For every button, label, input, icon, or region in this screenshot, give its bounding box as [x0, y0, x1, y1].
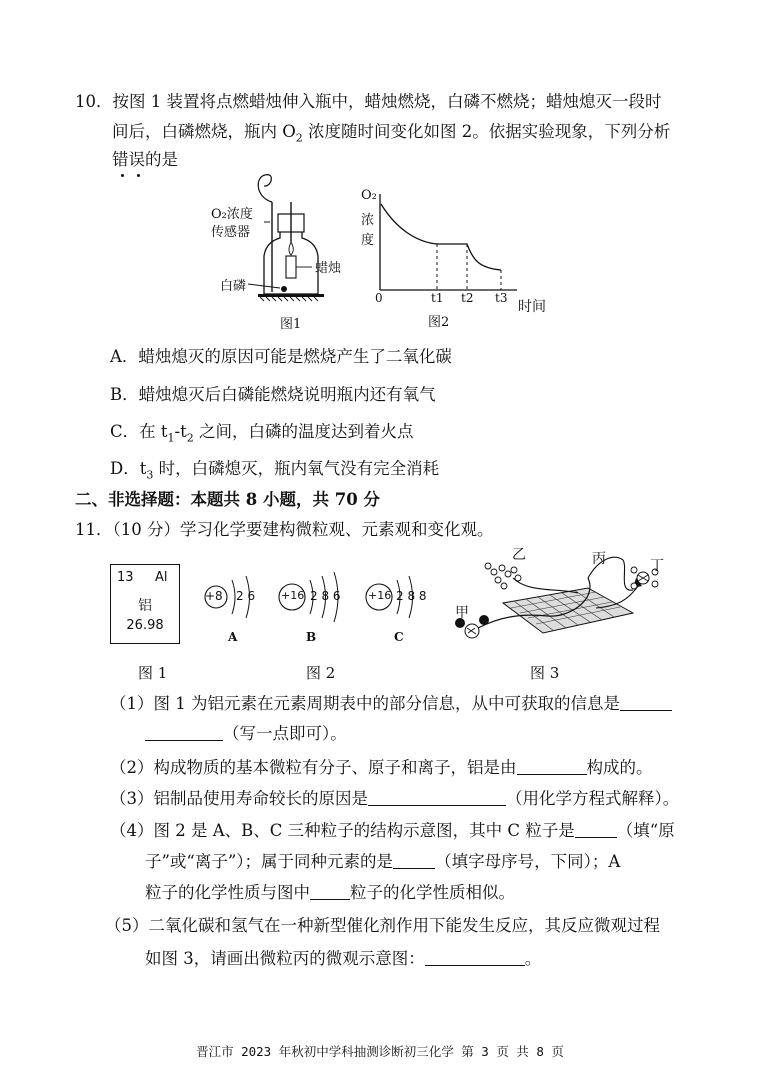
element-symbol: Al [155, 570, 168, 585]
q11-part4-line1 [110, 821, 675, 841]
option-letter: D． [110, 459, 140, 478]
q11-part4-text: （4）图 2 是 A、B、C 三种粒子的结构示意图，其中 C 粒子是 [110, 821, 575, 840]
q11-part4-line3 [145, 883, 515, 903]
q10-line1 [75, 92, 662, 112]
particle-a-label: A [228, 630, 238, 644]
tick-t2: t2 [461, 291, 474, 305]
answer-blank-2[interactable] [517, 758, 587, 775]
tick-t1: t1 [431, 291, 444, 305]
answer-blank-1a[interactable] [620, 694, 672, 711]
figure-1-caption: 图1 [280, 317, 302, 332]
q10-number: 10． [75, 92, 113, 111]
section-2-heading: 二、非选择题：本题共 8 小题，共 70 分 [75, 490, 380, 509]
subscript: 3 [146, 468, 154, 482]
particle-a-nucleus: +8 [205, 589, 223, 603]
option-d [110, 459, 439, 485]
q11-part4-text-2: （填“原 [616, 821, 675, 840]
emphasis-dot [137, 174, 140, 177]
particle-b-nucleus: +16 [281, 589, 305, 602]
y-axis-label-3: 度 [361, 233, 375, 248]
q11-intro: 11．（10 分）学习化学要建构微粒观、元素观和变化观。 [75, 520, 494, 539]
sensor-label-1: O₂浓度 [211, 207, 253, 222]
option-b [110, 385, 436, 405]
molecule-yi [485, 563, 521, 589]
element-name: 铝 [138, 598, 152, 614]
answer-blank-4c[interactable] [310, 883, 350, 900]
q11-figure-1-caption: 图 1 [138, 664, 168, 682]
q10-stem-2a: 间后，白磷燃烧，瓶内 O [112, 122, 296, 141]
x-axis-label: 时间 [518, 299, 546, 315]
option-text: 之间，白磷的温度达到着火点 [193, 422, 414, 441]
tick-t3: t3 [495, 291, 508, 305]
page-footer: 晋江市 2023 年秋初中学科抽测诊断初三化学 第 3 页 共 8 页 [196, 1044, 564, 1059]
q11-part2 [110, 758, 653, 778]
q11-part4-text-3: 子”或“离子”）；属于同种元素的是 [145, 852, 394, 871]
o2-subscript: 2 [295, 131, 303, 145]
q11-part4-text-6: 粒子的化学性质相似。 [350, 883, 515, 902]
answer-blank-4b[interactable] [393, 852, 435, 869]
q11-part4-line2 [145, 852, 620, 872]
figure-2-caption: 图2 [428, 315, 450, 330]
answer-blank-1b[interactable] [145, 724, 223, 741]
q11-part1-text: （1）图 1 为铝元素在元素周期表中的部分信息，从中可获取的信息是 [110, 694, 620, 713]
atomic-mass: 26.98 [126, 618, 164, 633]
emphasis-dot [121, 174, 124, 177]
option-text: t [139, 459, 147, 478]
particle-b-label: B [306, 630, 317, 644]
option-text: 时，白磷熄灭，瓶内氧气没有完全消耗 [153, 459, 440, 478]
label-jia: 甲 [455, 605, 469, 621]
option-a [110, 347, 452, 367]
q11-figure-3-caption: 图 3 [530, 664, 560, 682]
option-letter: B． [110, 385, 139, 404]
particle-c-nucleus: +16 [368, 589, 392, 602]
label-yi: 乙 [512, 547, 526, 563]
option-text: 蜡烛熄灭的原因可能是燃烧产生了二氧化碳 [138, 347, 452, 366]
y-axis-label-o2: O₂ [361, 188, 377, 203]
q11-part5-line2 [145, 949, 541, 969]
figure-1-apparatus [200, 172, 360, 332]
q11-part2-text-2: 构成的。 [586, 758, 653, 777]
label-ding: 丁 [650, 558, 664, 574]
q11-figure-2-caption: 图 2 [306, 664, 336, 682]
option-text: 在 t [139, 422, 168, 441]
particle-c-label: C [394, 630, 404, 644]
option-letter: C． [110, 422, 140, 441]
answer-blank-4a[interactable] [575, 821, 617, 838]
candle-label: 蜡烛 [315, 261, 342, 276]
q10-line3: 错误的是 [112, 150, 178, 169]
periodic-cell-al [110, 564, 180, 644]
particle-b-shells: 2 8 6 [310, 589, 341, 603]
subscript: 2 [186, 431, 194, 445]
origin-label: 0 [375, 291, 383, 305]
q11-part1-line1 [110, 694, 672, 714]
q11-part3-text: （3）铝制品使用寿命较长的原因是 [110, 789, 368, 808]
answer-blank-3[interactable] [368, 789, 506, 806]
q11-part3-text-2: （用化学方程式解释）。 [506, 789, 680, 808]
q11-part5-text: 如图 3，请画出微粒丙的微观示意图： [145, 949, 425, 968]
subscript: 1 [167, 431, 175, 445]
q10-stem-2b: 浓度随时间变化如图 2。依据实验现象，下列分析 [302, 122, 671, 141]
label-bing: 丙 [592, 551, 606, 567]
figure-2-o2-curve [355, 182, 555, 312]
atomic-number: 13 [117, 570, 134, 585]
answer-blank-5[interactable] [425, 949, 525, 966]
option-text: -t [174, 422, 187, 441]
option-c [110, 422, 413, 448]
q11-part5-line1: （5）二氧化碳和氢气在一种新型催化剂作用下能发生反应，其反应微观过程 [105, 916, 660, 935]
phosphorus-label: 白磷 [220, 279, 247, 294]
q11-part1-text-2: （写一点即可）。 [223, 724, 347, 743]
q11-part1-line2 [145, 724, 347, 744]
q11-part4-text-5: 粒子的化学性质与图中 [145, 883, 310, 902]
q10-line2 [112, 122, 670, 148]
option-text: 蜡烛熄灭后白磷能燃烧说明瓶内还有氧气 [138, 385, 436, 404]
particle-a-shells: 2 6 [236, 589, 256, 603]
sensor-label-2: 传感器 [211, 225, 251, 240]
q10-stem-1: 按图 1 装置将点燃蜡烛伸入瓶中，蜡烛燃烧，白磷不燃烧；蜡烛熄灭一段时 [112, 92, 662, 111]
particle-c-shells: 2 8 8 [396, 589, 427, 603]
option-letter: A． [110, 347, 139, 366]
catalyst-surface [503, 588, 633, 633]
q11-part2-text: （2）构成物质的基本微粒有分子、原子和离子，铝是由 [110, 758, 517, 777]
q11-part3 [110, 789, 679, 809]
q11-part4-text-4: （填字母序号，下同）；A [435, 852, 621, 871]
y-axis-label-2: 浓 [361, 213, 375, 228]
q11-part5-text-2: 。 [524, 949, 542, 968]
